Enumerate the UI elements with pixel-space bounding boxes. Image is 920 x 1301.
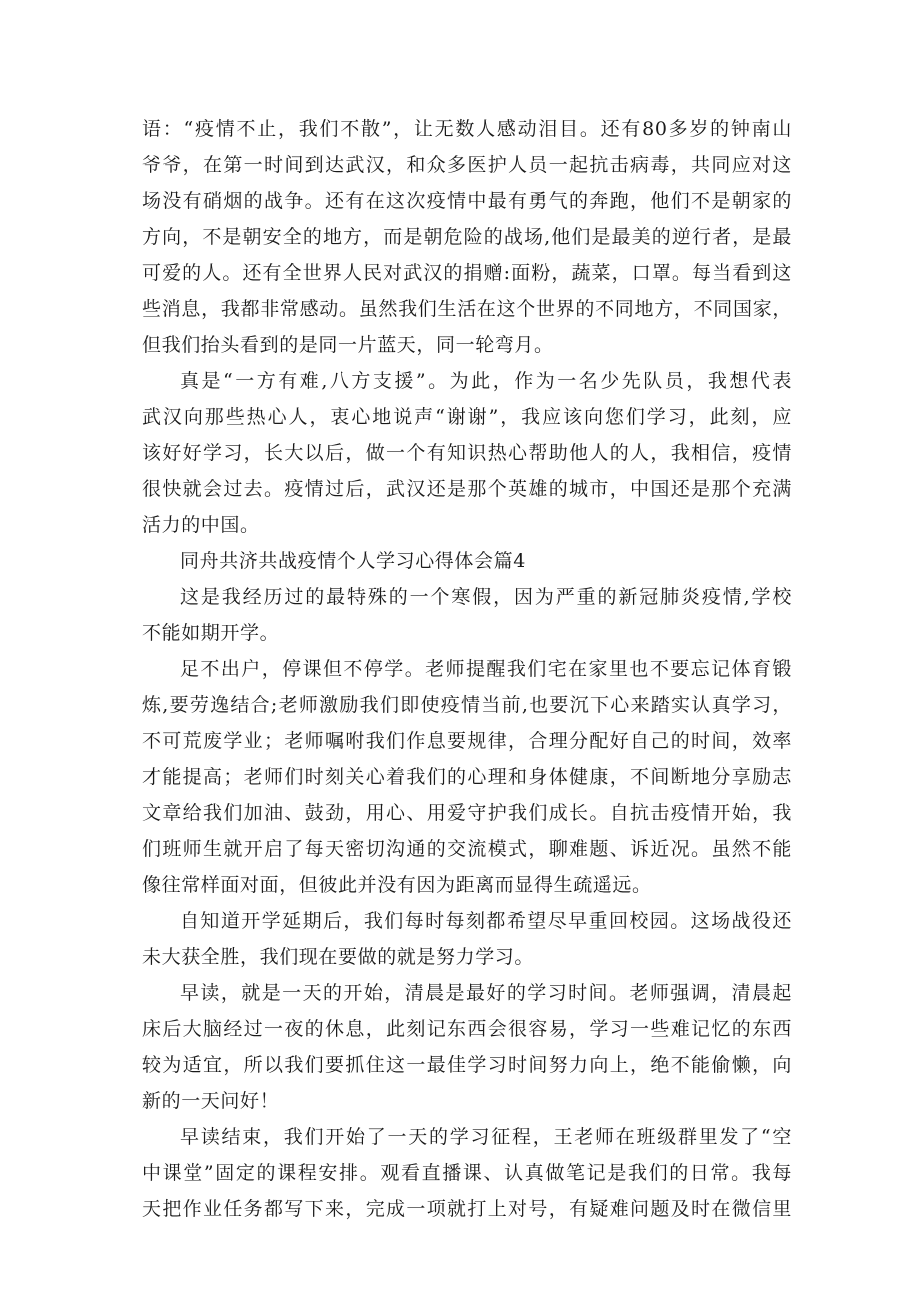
section-heading: 同舟共济共战疫情个人学习心得体会篇4 (180, 550, 526, 572)
text-line: 们班师生就开启了每天密切沟通的交流模式，聊难题、诉近况。虽然不能 (142, 838, 792, 860)
text-line: 文章给我们加油、鼓劲，用心、用爱守护我们成长。自抗击疫情开始，我 (142, 802, 792, 824)
text-line: 新的一天问好！ (142, 1090, 280, 1112)
text-line: 很快就会过去。疫情过后，武汉还是那个英雄的城市，中国还是那个充满 (142, 478, 792, 500)
text-line: 该好好学习，长大以后，做一个有知识热心帮助他人的人，我相信，疫情 (142, 442, 792, 464)
text-line: 床后大脑经过一夜的休息，此刻记东西会很容易，学习一些难记忆的东西 (142, 1018, 792, 1040)
text-line: 未大获全胜，我们现在要做的就是努力学习。 (142, 946, 535, 968)
text-line: 些消息，我都非常感动。虽然我们生活在这个世界的不同地方，不同国家， (142, 298, 792, 320)
text-line: 炼,要劳逸结合;老师激励我们即使疫情当前,也要沉下心来踏实认真学习， (142, 694, 792, 716)
text-line: 才能提高；老师们时刻关心着我们的心理和身体健康，不间断地分享励志 (142, 766, 792, 788)
text-line: 可爱的人。还有全世界人民对武汉的捐赠:面粉，蔬菜，口罩。每当看到这 (142, 262, 792, 284)
text-line: 不能如期开学。 (142, 622, 280, 644)
text-line: 但我们抬头看到的是同一片蓝天，同一轮弯月。 (142, 334, 554, 356)
paragraph-first-line: 早读，就是一天的开始，清晨是最好的学习时间。老师强调，清晨起 (180, 982, 792, 1004)
paragraph-first-line: 早读结束，我们开始了一天的学习征程，王老师在班级群里发了“空 (180, 1126, 792, 1148)
paragraph-first-line: 自知道开学延期后，我们每时每刻都希望尽早重回校园。这场战役还 (180, 910, 792, 932)
paragraph-first-line: 足不出户，停课但不停学。老师提醒我们宅在家里也不要忘记体育锻 (180, 658, 792, 680)
text-line: 爷爷，在第一时间到达武汉，和众多医护人员一起抗击病毒，共同应对这 (142, 154, 792, 176)
text-line: 天把作业任务都写下来，完成一项就打上对号，有疑难问题及时在微信里 (142, 1198, 792, 1220)
text-line: 武汉向那些热心人，衷心地说声“谢谢”，我应该向您们学习，此刻，应 (142, 406, 792, 428)
text-line: 语：“疫情不止，我们不散”，让无数人感动泪目。还有80多岁的钟南山 (142, 118, 792, 140)
text-line: 方向，不是朝安全的地方，而是朝危险的战场,他们是最美的逆行者，是最 (142, 226, 792, 248)
text-line: 不可荒废学业；老师嘱咐我们作息要规律，合理分配好自己的时间，效率 (142, 730, 792, 752)
text-line: 较为适宜，所以我们要抓住这一最佳学习时间努力向上，绝不能偷懒，向 (142, 1054, 792, 1076)
text-line: 中课堂”固定的课程安排。观看直播课、认真做笔记是我们的日常。我每 (142, 1162, 792, 1184)
paragraph-first-line: 这是我经历过的最特殊的一个寒假，因为严重的新冠肺炎疫情,学校 (180, 586, 792, 608)
text-line: 像往常样面对面，但彼此并没有因为距离而显得生疏遥远。 (142, 874, 652, 896)
paragraph-first-line: 真是“一方有难,八方支援”。为此，作为一名少先队员，我想代表 (180, 370, 792, 392)
text-line: 场没有硝烟的战争。还有在这次疫情中最有勇气的奔跑，他们不是朝家的 (142, 190, 792, 212)
text-line: 活力的中国。 (142, 514, 260, 536)
